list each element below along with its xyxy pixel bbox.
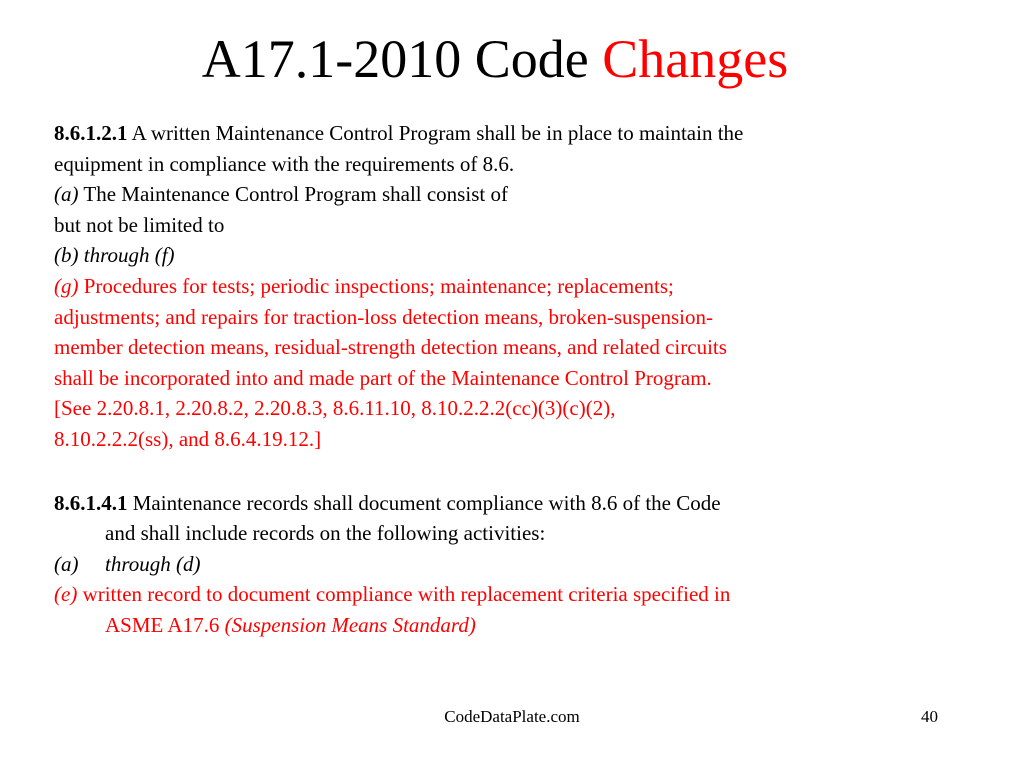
item-g-line3: member detection means, residual-strength detection means, and related circuits: [54, 335, 727, 360]
slide-body: [54, 118, 954, 641]
item-g-text: Procedures for tests; periodic inspections; maintenance; replacements;: [78, 273, 674, 298]
item-g-line6: 8.10.2.2.2(ss), and 8.6.4.19.12.]: [54, 426, 322, 451]
page-number: 40: [921, 707, 938, 726]
item2-a: [54, 549, 954, 580]
footer-site: CodeDataPlate.com: [444, 707, 580, 726]
item-b-f: [54, 240, 954, 271]
section2-text: Maintenance records shall document compliance with 8.6 of the Code: [127, 490, 721, 515]
item2-a-label: (a): [54, 551, 79, 576]
section2-line2: and shall include records on the following activities:: [105, 521, 546, 546]
item-a: [54, 179, 954, 210]
item-g-line2: adjustments; and repairs for traction-loss detection means, broken-suspension-: [54, 304, 713, 329]
item-e-text2: ASME A17.6: [105, 612, 225, 637]
item2-a-text: through (d): [105, 551, 201, 576]
section1-line2: equipment in compliance with the requirements of 8.6.: [54, 151, 515, 176]
section1-line1: [54, 118, 954, 149]
item-a-label: (a): [54, 182, 79, 207]
section1-text: A written Maintenance Control Program shall be in place to maintain the: [127, 121, 744, 145]
title-main: A17.1-2010 Code: [201, 29, 603, 89]
item-g-line1: [54, 271, 954, 302]
section1-ref: 8.6.1.2.1: [54, 121, 128, 145]
section2-line1: [54, 488, 954, 519]
section2-ref: 8.6.1.4.1: [54, 490, 128, 515]
item-e-line2: [54, 610, 954, 641]
item-g-line5: [See 2.20.8.1, 2.20.8.2, 2.20.8.3, 8.6.11.10, 8.10.2.2.2(cc)(3)(c)(2),: [54, 396, 616, 421]
slide-title: [0, 26, 990, 92]
item-g-label: (g): [54, 273, 79, 298]
item-e-line1: [54, 579, 954, 610]
item-e-italic: (Suspension Means Standard): [224, 612, 476, 637]
section-spacer: [54, 455, 954, 488]
item-a-continued: but not be limited to: [54, 212, 225, 237]
item-a-text: The Maintenance Control Program shall consist of: [78, 182, 508, 207]
item-e-label: (e): [54, 582, 78, 607]
title-accent: Changes: [602, 29, 789, 89]
item-e-text: written record to document compliance with replacement criteria specified in: [77, 582, 731, 607]
item-b-f-text: (b) through (f): [54, 243, 175, 268]
item-g-line4: shall be incorporated into and made part of the Maintenance Control Program.: [54, 365, 712, 390]
